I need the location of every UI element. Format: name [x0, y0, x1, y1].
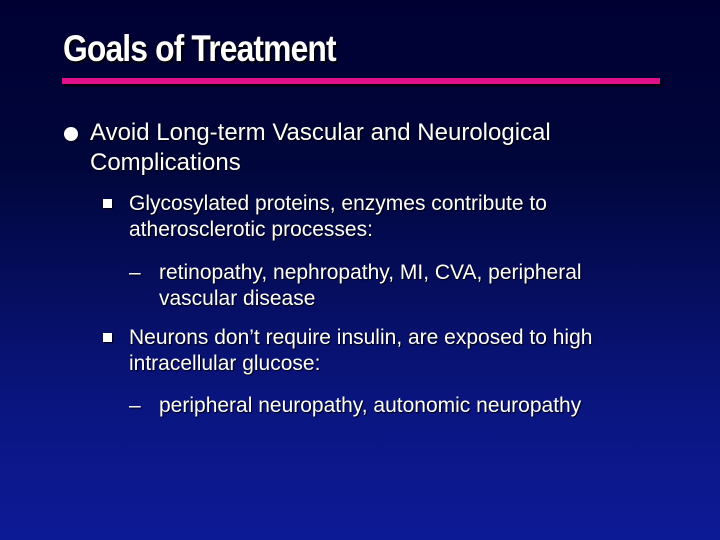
- bullet-level2: [129, 191, 669, 243]
- bullet-text: Glycosylated proteins, enzymes contribute to atherosclerotic processes:: [129, 192, 547, 241]
- bullet-text: retinopathy, nephropathy, MI, CVA, peripheral vascular disease: [159, 261, 582, 310]
- title-underline: [62, 78, 660, 84]
- bullet-level1: [90, 118, 680, 178]
- bullet-text: Neurons don’t require insulin, are exposed to high intracellular glucose:: [129, 326, 593, 375]
- square-bullet-icon: [103, 333, 112, 342]
- bullet-text: Avoid Long-term Vascular and Neurological Complications: [90, 119, 551, 176]
- bullet-level3: [129, 393, 589, 419]
- slide-title: Goals of Treatment: [63, 28, 336, 69]
- dash-bullet: –: [129, 261, 141, 284]
- bullet-text: peripheral neuropathy, autonomic neuropathy: [159, 394, 582, 417]
- bullet-level2: [129, 325, 669, 377]
- square-bullet-icon: [103, 199, 112, 208]
- circle-bullet-icon: [64, 127, 78, 141]
- bullet-level3: [129, 260, 619, 312]
- dash-bullet: –: [129, 394, 141, 417]
